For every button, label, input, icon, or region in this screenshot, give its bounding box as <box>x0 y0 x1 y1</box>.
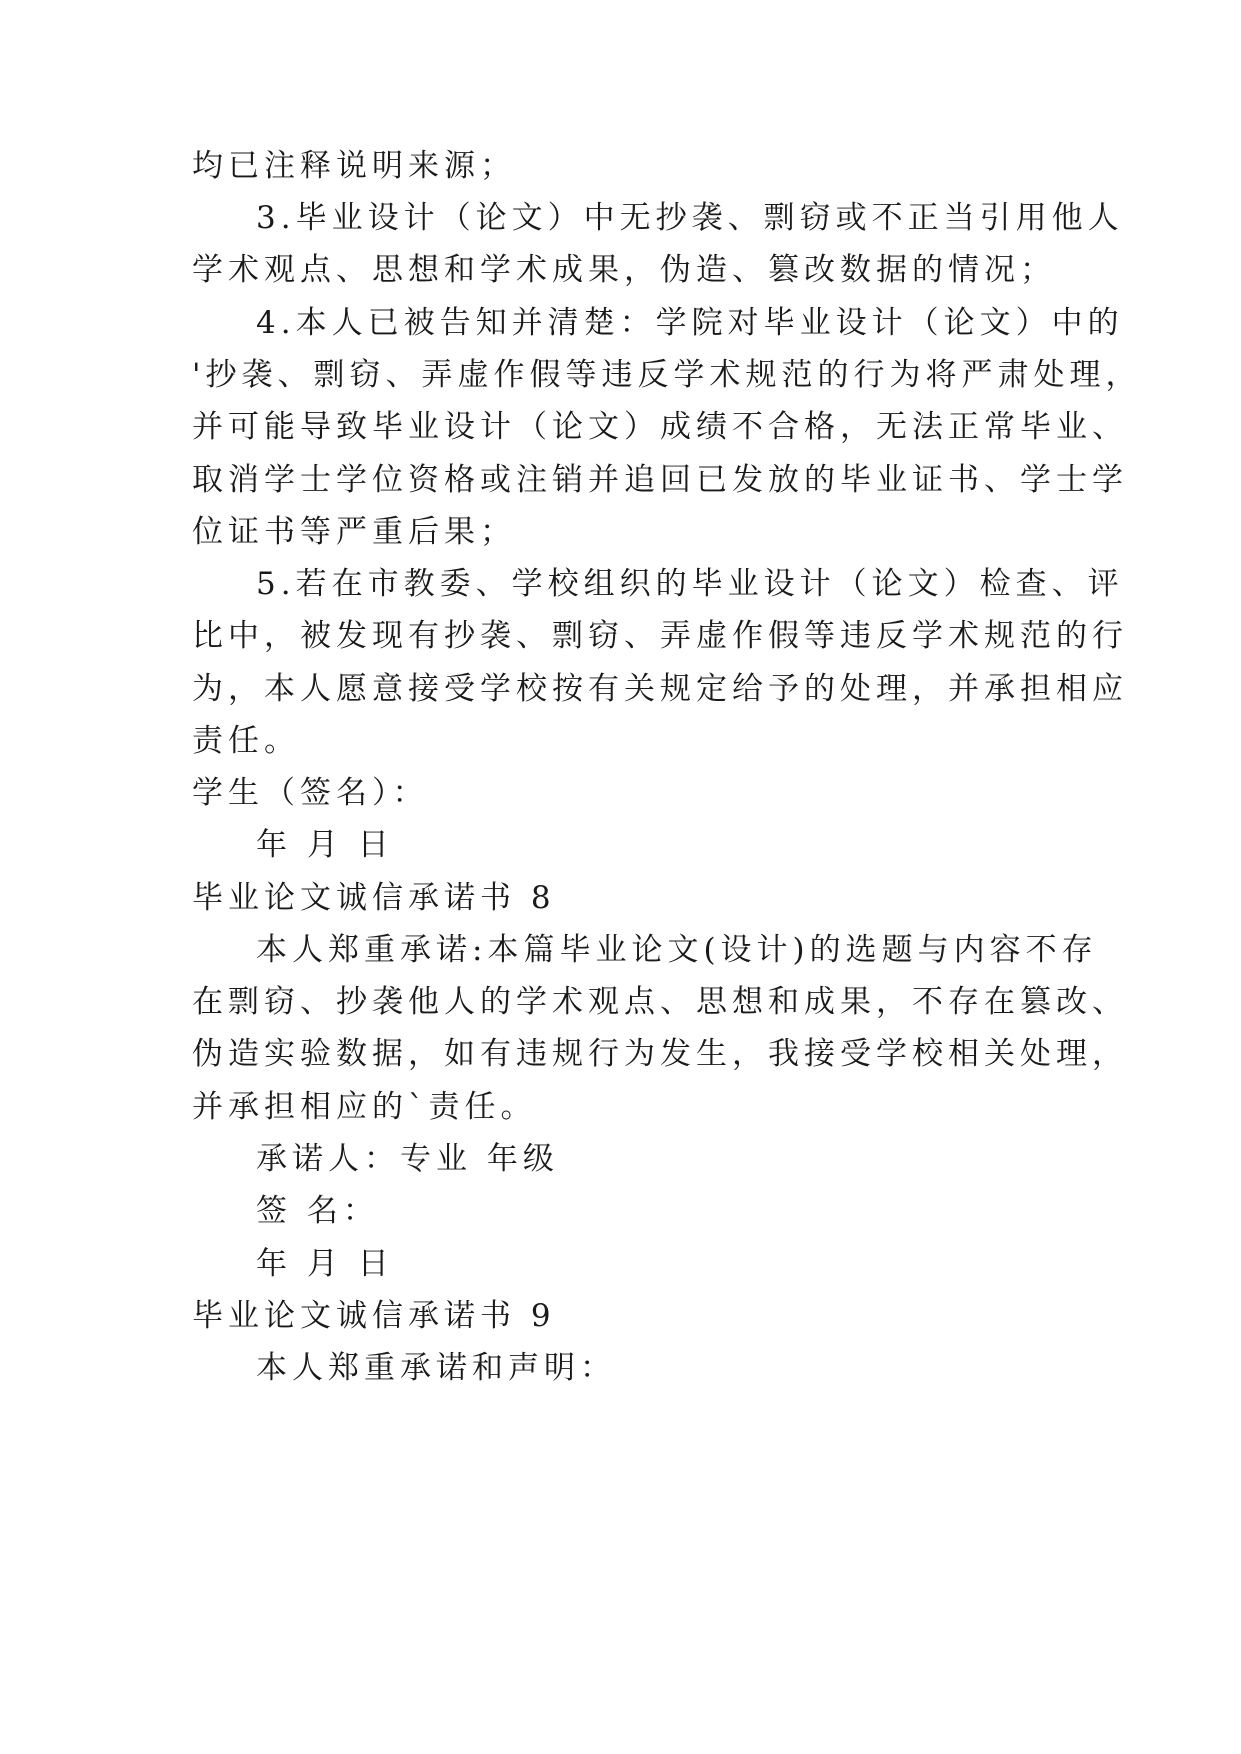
text-line: 伪造实验数据，如有违规行为发生，我接受学校相关处理， <box>192 1036 1128 1072</box>
signature-label: 签 名： <box>256 1193 379 1229</box>
text-line: 本人郑重承诺:本篇毕业论文(设计)的选题与内容不存 <box>256 932 1098 968</box>
text-line: 比中，被发现有抄袭、剽窃、弄虚作假等违反学术规范的行 <box>192 618 1128 654</box>
text-line: 为，本人愿意接受学校按有关规定给予的处理，并承担相应 <box>192 671 1128 707</box>
section-heading: 毕业论文诚信承诺书 9 <box>192 1298 556 1334</box>
text-line: 责任。 <box>192 723 300 759</box>
date-line: 年 月 日 <box>256 827 394 863</box>
text-line: 并可能导致毕业设计（论文）成绩不合格，无法正常毕业、 <box>192 409 1128 445</box>
text-line: 均已注释说明来源； <box>192 148 516 184</box>
text-line: 3.毕业设计（论文）中无抄袭、剽窃或不正当引用他人 <box>256 200 1124 236</box>
text-line: '抄袭、剽窃、弄虚作假等违反学术规范的行为将严肃处理， <box>192 357 1142 393</box>
text-line: 在剽窃、抄袭他人的学术观点、思想和成果，不存在篡改、 <box>192 984 1128 1020</box>
promisor-line: 承诺人：专业 年级 <box>256 1141 559 1177</box>
date-line: 年 月 日 <box>256 1246 394 1282</box>
text-line: 取消学士学位资格或注销并追回已发放的毕业证书、学士学 <box>192 462 1128 498</box>
text-line: 位证书等严重后果； <box>192 514 516 550</box>
text-line: 并承担相应的`责任。 <box>192 1089 537 1125</box>
text-line: 5.若在市教委、学校组织的毕业设计（论文）检查、评 <box>256 566 1124 602</box>
text-line: 学术观点、思想和学术成果，伪造、篡改数据的情况； <box>192 252 1056 288</box>
text-line: 本人郑重承诺和声明： <box>256 1350 616 1386</box>
text-line: 4.本人已被告知并清楚：学院对毕业设计（论文）中的 <box>256 305 1124 341</box>
section-heading: 毕业论文诚信承诺书 8 <box>192 880 556 916</box>
signature-label: 学生（签名）： <box>192 775 429 811</box>
